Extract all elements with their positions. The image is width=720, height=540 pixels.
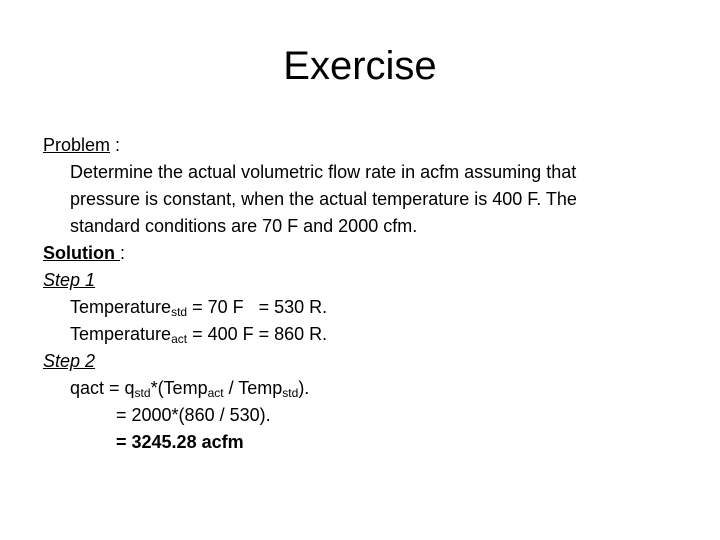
temp-std-value: = 70 F = 530 R.: [187, 297, 328, 317]
step-1-line-2: [43, 321, 683, 348]
solution-label: Solution: [43, 243, 120, 263]
solution-separator: :: [119, 243, 125, 263]
eq-part-c: / Temp: [223, 378, 283, 398]
temp-std-subscript: std: [171, 305, 188, 319]
temp-act-value: = 400 F = 860 R.: [187, 324, 328, 344]
step-2-line-2: = 2000*(860 / 530).: [116, 405, 271, 425]
problem-label: Problem: [43, 135, 111, 155]
step-2-label: Step 2: [43, 351, 96, 371]
slide-title: Exercise: [283, 44, 437, 88]
temp-act-subscript: act: [171, 332, 188, 346]
eq-sub-2: act: [207, 386, 224, 400]
temp-act-text: Temperature: [70, 324, 172, 344]
temp-std-text: Temperature: [70, 297, 172, 317]
step-2-result: = 3245.28 acfm: [116, 432, 244, 452]
problem-heading: [43, 132, 683, 159]
eq-sub-3: std: [282, 386, 299, 400]
eq-part-b: *(Temp: [150, 378, 208, 398]
eq-part-a: qact = q: [70, 378, 135, 398]
slide-content: [43, 132, 683, 456]
solution-heading: [43, 240, 683, 267]
problem-line-2: pressure is constant, when the actual temperature is 400 F. The: [70, 189, 577, 209]
problem-separator: :: [110, 135, 121, 155]
eq-sub-1: std: [134, 386, 151, 400]
step-2-line-1: [43, 375, 683, 402]
problem-line-3: standard conditions are 70 F and 2000 cfm.: [70, 216, 418, 236]
step-1-label: Step 1: [43, 270, 96, 290]
problem-line-1: Determine the actual volumetric flow rate in acfm assuming that: [70, 162, 577, 182]
step-1-line-1: [43, 294, 683, 321]
eq-part-d: ).: [298, 378, 310, 398]
